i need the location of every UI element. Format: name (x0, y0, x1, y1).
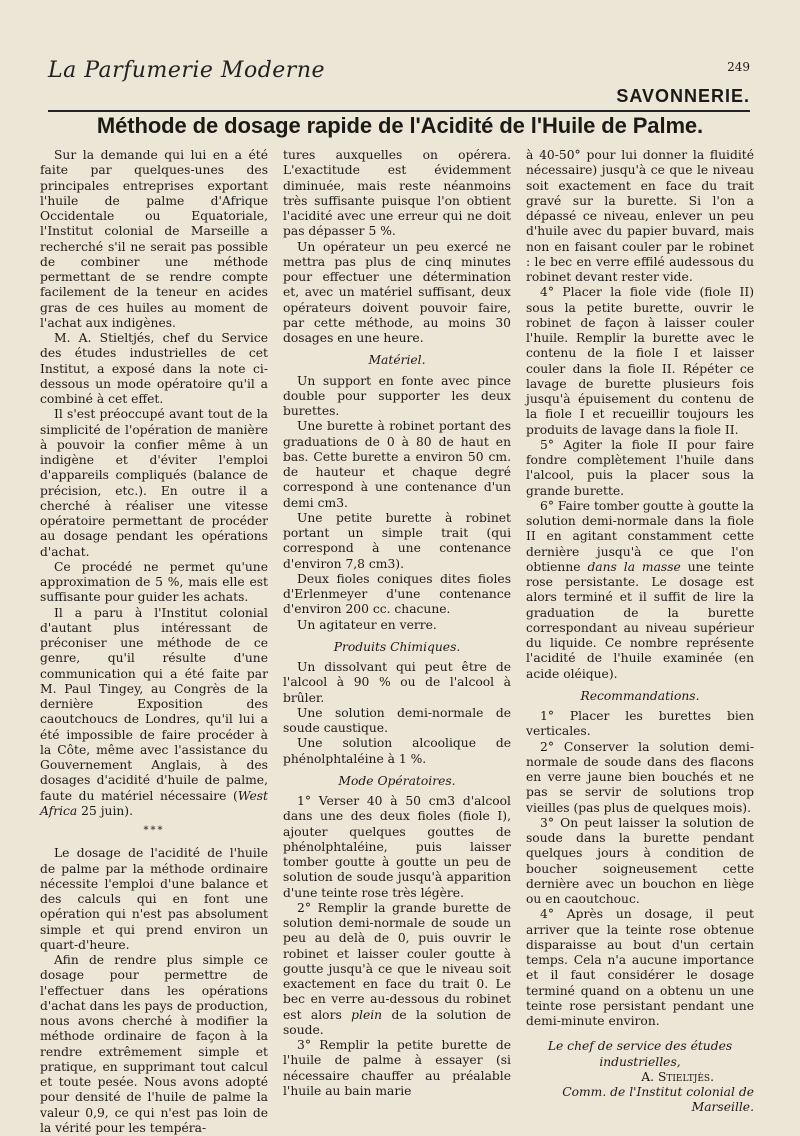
paragraph: 3° On peut laisser la solution de soude dans la burette pendant quelques jours à condition de boucher soigneusement cette dernière avec un bouchon en liège ou en caoutchouc. (526, 815, 754, 906)
paragraph: à 40-50° pour lui donner la fluidité nécessaire) jusqu'à ce que le niveau soit exactement en face du trait gravé sur la burette. Si l'on a dépassé ce niveau, enlever un peu d'huile avec du papier buvard, mais non en faisant couler par le robinet : le bec en verre effilé audessous du robinet devant rester vide. (526, 148, 754, 284)
paragraph: Une solution demi-normale de soude caustique. (283, 705, 511, 735)
paragraph: Ce procédé ne permet qu'une approximation de 5 %, mais elle est suffisante pour guider les achats. (40, 559, 268, 605)
header-rule (48, 110, 750, 112)
column-2 (283, 148, 511, 1099)
paragraph: 1° Placer les burettes bien verticales. (526, 709, 754, 739)
paragraph: Le dosage de l'acidité de l'huile de palme par la méthode ordinaire nécessite l'emploi d'une balance et des calculs qui en font une opération qui n'est pas absolument simple et qui prend environ un quart-d'heure. (40, 846, 268, 952)
article-title: Méthode de dosage rapide de l'Acidité de l'Huile de Palme. (96, 113, 704, 138)
paragraph: Un agitateur en verre. (297, 617, 437, 632)
paragraph: Il s'est préoccupé avant tout de la simplicité de l'opération de manière à pouvoir la confier même à un indigène et d'éviter l'emploi d'appareils compliqués (balance de précision, etc.). En outre il a cherché à réaliser une vitesse opératoire permettant de procéder au dosage pendant les opérations d'achat. (40, 407, 268, 559)
paragraph: Un support en fonte avec pince double pour supporter les deux burettes. (283, 373, 511, 418)
signature-organization: Comm. de l'Institut colonial de Marseille. (562, 1085, 754, 1115)
signature-name: A. Stieltjès. (641, 1069, 714, 1084)
paragraph: 3° Remplir la petite burette de l'huile de palme à essayer (si nécessaire chauffer au préalable l'huile au bain marie (283, 1038, 511, 1098)
paragraph: 1° Verser 40 à 50 cm3 d'alcool dans une des deux fioles (fiole I), ajouter quelques gouttes de phénolphtaléine, puis laisser tomber goutte à goutte un peu de solution de soude jusqu'à apparition d'une teinte rose très légère. (283, 794, 511, 900)
paragraph (40, 606, 268, 820)
text-run: de la solution de soude. (283, 1007, 511, 1037)
paragraph: Sur la demande qui lui en a été faite par quelques-unes des principales entreprises exportant l'huile de palme d'Afrique Occidentale ou Equatoriale, l'Institut colonial de Marseille a recherché s'il ne serait pas possible de combiner une méthode permettant de se rendre compte facilement de la teneur en acides gras de ces huiles au moment de l'achat aux indigènes. (40, 148, 268, 330)
paragraph: tures auxquelles on opérera. L'exactitude est évidemment diminuée, mais reste néanmoins très suffisante puisque l'on obtient l'acidité avec une erreur qui ne doit pas dépasser 5 %. (283, 148, 511, 239)
paragraph: Un opérateur un peu exercé ne mettra pas plus de cinq minutes pour effectuer une détermination et, avec un matériel suffisant, deux opérateurs doivent pouvoir faire, par cette méthode, au moins 30 dosages en une heure. (283, 239, 511, 345)
section-heading: SAVONNERIE. (616, 86, 750, 106)
signature-role: Le chef de service des études industrielles, (547, 1039, 733, 1069)
paragraph: 4° Après un dosage, il peut arriver que la teinte rose obtenue disparaisse au bout d'un certain temps. Cela n'a aucune importance et il faut considérer le dosage terminé quand on a obtenu un une teinte rose persistant pendant une demi-minute environ. (526, 907, 754, 1028)
column-3 (526, 148, 754, 1116)
paragraph (283, 901, 511, 1038)
page-number: 249 (727, 60, 750, 74)
paragraph: Deux fioles coniques dites fioles d'Erlenmeyer d'une contenance d'environ 200 cc. chacune. (283, 571, 511, 617)
emphasis: dans la masse (587, 559, 681, 574)
journal-title: La Parfumerie Moderne (48, 58, 326, 83)
paragraph: Une petite burette à robinet portant un simple trait (qui correspond à une contenance d'environ 7,8 cm3). (283, 510, 511, 571)
subheading-produits: Produits Chimiques. (333, 639, 461, 654)
paragraph: Un dissolvant qui peut être de l'alcool à 90 % ou de l'alcool à brûler. (283, 660, 511, 705)
section-separator: *** (143, 825, 165, 836)
paragraph: 4° Placer la fiole vide (fiole II) sous la petite burette, ouvrir le robinet de façon à laisser couler l'huile. Remplir la burette avec le contenu de la fiole I et laisser couler dans la fiole II. Répéter ce lavage de burette plusieurs fois jusqu'à épuisement du contenu de la fiole I et recueillir toujours les produits de lavage dans la fiole II. (526, 285, 754, 437)
paragraph: Afin de rendre plus simple ce dosage pour permettre de l'effectuer dans les opérations d'achat dans les pays de production, nous avons cherché à modifier la méthode ordinaire de façon à la rendre extrêmement simple et pratique, en supprimant tout calcul et toute pesée. Nous avons adopté pour densité de l'huile de palme la valeur 0,9, ce qui n'est pas loin de la vérité pour les tempéra- (40, 953, 268, 1135)
paragraph: 2° Conserver la solution demi-normale de soude dans des flacons en verre jaune bien bouchés et ne pas se servir de solutions trop vieilles (pas plus de quelques mois). (526, 739, 754, 815)
subheading-materiel: Matériel. (368, 353, 426, 368)
text-run: 25 juin). (77, 803, 134, 818)
paragraph: M. A. Stieltjés, chef du Service des études industrielles de cet Institut, a exposé dans la note ci-dessous un mode opératoire qu'il a combiné à cet effet. (40, 331, 268, 406)
paragraph: 5° Agiter la fiole II pour faire fondre complètement l'huile dans l'alcool, puis la placer sous la grande burette. (526, 437, 754, 498)
publication-ref: West Africa (40, 788, 268, 818)
text-run: 2° Remplir la grande burette de solution demi-normale de soude un peu au delà de 0, puis ouvrir le robinet et laisser couler goutte à goutte jusqu'à ce que le niveau soit exactement en face du trait 0. Le bec en verre au-dessous du robinet est alors (283, 900, 511, 1022)
paragraph: Une burette à robinet portant des graduations de 0 à 80 de haut en bas. Cette burette a environ 50 cm. de hauteur et chaque degré correspond à une contenance d'un demi cm3. (283, 419, 511, 510)
text-run: 6° Faire tomber goutte à goutte la solution demi-normale dans la fiole II en agitant constamment cette dernière jusqu'à ce que l'on obtienne (526, 498, 754, 574)
emphasis: plein (351, 1007, 383, 1022)
text-run: Il a paru à l'Institut colonial d'autant plus intéressant de préconiser une méthode de ce genre, qu'il résulte d'une communication qui a été faite par M. Paul Tingey, au Congrès de la dernière Exposition des caoutchoucs de Londres, qu'il lui a été impossible de faire procéder à la Côte, même avec l'assistance du Gouvernement Anglais, à des dosages d'acidité d'huile de palme, faute du matériel nécessaire ( (40, 605, 268, 803)
subheading-mode: Mode Opératoires. (338, 773, 456, 788)
paragraph (526, 499, 754, 682)
column-1 (40, 148, 268, 1136)
subheading-recommandations: Recommandations. (580, 688, 700, 703)
paragraph: Une solution alcoolique de phénolphtaléine à 1 %. (283, 736, 511, 766)
text-run: une teinte rose persistante. Le dosage est alors terminé et il suffit de lire la graduation de la burette correspondant au niveau supérieur du liquide. Ce nombre représente l'acidité de l'huile examinée (en acide oléique). (526, 559, 754, 681)
